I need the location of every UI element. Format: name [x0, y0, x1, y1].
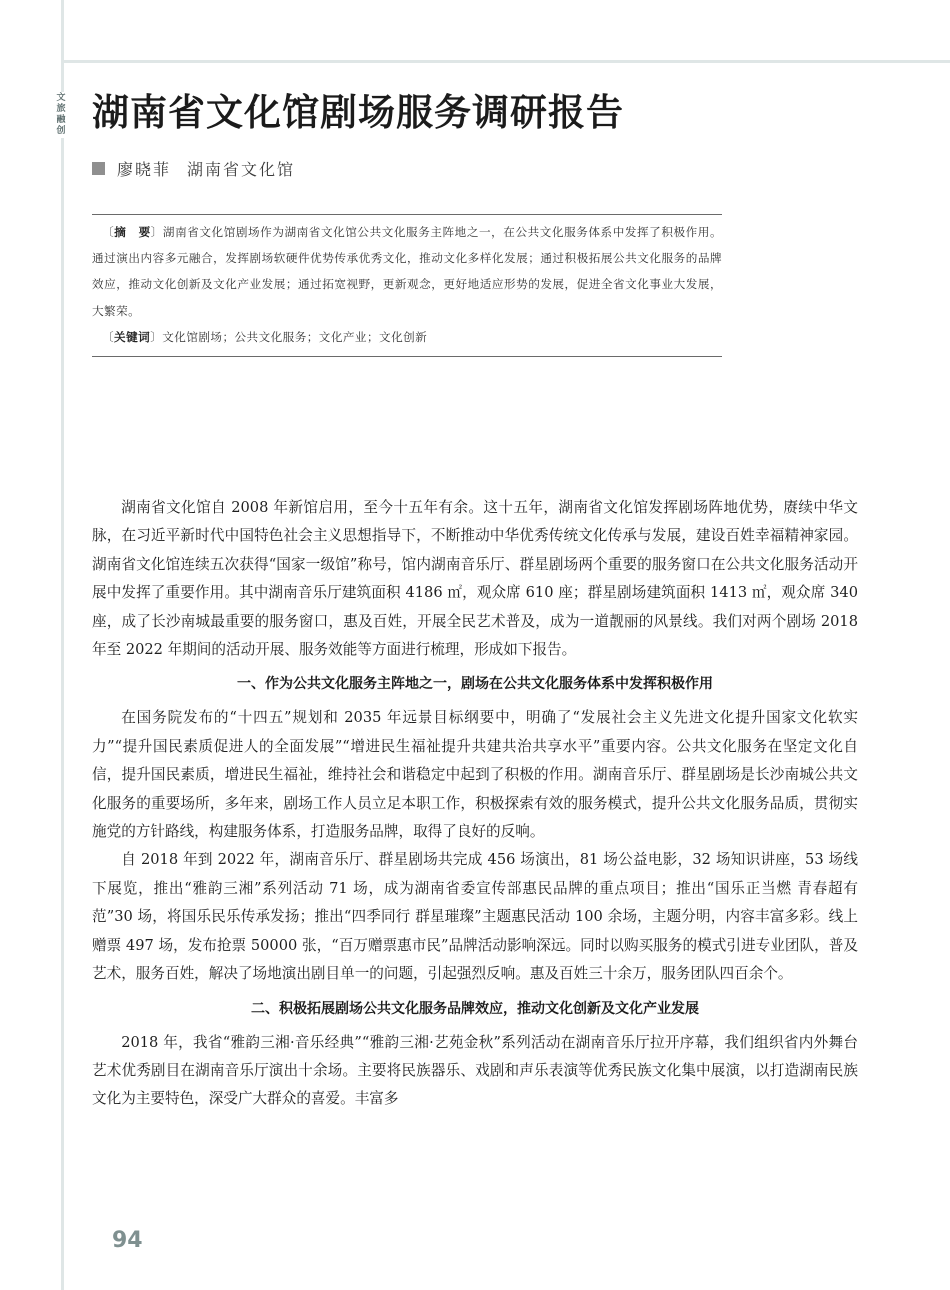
keywords-label-bracket-close: 〕	[150, 329, 163, 344]
body-paragraph-3: 2018 年，我省“雅韵三湘·音乐经典”“雅韵三湘·艺苑金秋”系列活动在湖南音乐厅拉开序幕，我们组织省内外舞台艺术优秀剧目在湖南音乐厅演出十余场。主要将民族器乐、戏剧和声乐表演等优秀民族文化集中展演，以打造湖南民族文化为主要特色，深受广大群众的喜爱。丰富多	[92, 1033, 858, 1108]
abstract-label: 摘 要	[114, 225, 151, 239]
keywords-label: 关键词	[114, 329, 151, 344]
article-body	[92, 494, 858, 1114]
section-heading-2: 二、积极拓展剧场公共文化服务品牌效应，推动文化创新及文化产业发展	[251, 1000, 699, 1017]
byline	[92, 155, 295, 181]
author-name: 廖晓菲	[117, 159, 172, 179]
intro-paragraph: 湖南省文化馆自 2008 年新馆启用，至今十五年有余。这十五年，湖南省文化馆发挥剧场阵地优势，赓续中华文脉，在习近平新时代中国特色社会主义思想指导下，不断推动中华优秀传统文化传承与发展，建设百姓幸福精神家园。湖南省文化馆连续五次获得“国家一级馆”称号，馆内湖南音乐厅、群星剧场两个重要的服务窗口在公共文化服务活动开展中发挥了重要作用。其中湖南音乐厅建筑面积 4186 ㎡，观众席 610 座；群星剧场建筑面积 1413 ㎡，观众席 340 座，成了长沙南城最重要的服务窗口，惠及百姓，开展全民艺术普及，成为一道靓丽的风景线。我们对两个剧场 2018 年至 2022 年期间的活动开展、服务效能等方面进行梳理，形成如下报告。	[92, 499, 858, 659]
section-heading-1: 一、作为公共文化服务主阵地之一，剧场在公共文化服务体系中发挥积极作用	[237, 676, 713, 693]
body-paragraph-2: 自 2018 年到 2022 年，湖南音乐厅、群星剧场共完成 456 场演出，81 场公益电影，32 场知识讲座，53 场线下展览，推出“雅韵三湘”系列活动 71 场，成为湖南省委宣传部惠民品牌的重点项目；推出“国乐正当燃 青春超有范”30 场，将国乐民乐传承发扬；推出“四季同行 群星璀璨”主题惠民活动 100 余场，主题分明，内容丰富多彩。线上赠票 497 场，发布抢票 50000 张，“百万赠票惠市民”品牌活动影响深远。同时以购买服务的模式引进专业团队，普及艺术，服务百姓，解决了场地演出剧目单一的问题，引起强烈反响。惠及百姓三十余万，服务团队四百余个。	[92, 851, 858, 983]
keywords-label-bracket-open: 〔	[102, 329, 115, 344]
page-number: 94	[112, 1228, 143, 1253]
abstract-label-bracket-open: 〔	[102, 225, 115, 239]
section-tab: 文旅融创	[54, 92, 68, 138]
abstract-label-bracket-close: 〕	[150, 225, 163, 239]
margin-rule-horizontal	[61, 60, 950, 63]
keywords-text: 文化馆剧场；公共文化服务；文化产业；文化创新	[162, 329, 428, 344]
article-title: 湖南省文化馆剧场服务调研报告	[92, 90, 624, 134]
square-bullet-icon	[92, 162, 105, 175]
abstract	[92, 219, 722, 324]
author-affiliation: 湖南省文化馆	[187, 159, 296, 179]
abstract-box	[92, 214, 722, 357]
margin-rule-vertical	[61, 0, 64, 1290]
keywords	[92, 324, 722, 350]
abstract-text: 湖南省文化馆剧场作为湖南省文化馆公共文化服务主阵地之一，在公共文化服务体系中发挥了积极作用。通过演出内容多元融合，发挥剧场软硬件优势传承优秀文化，推动文化多样化发展；通过积极拓展公共文化服务的品牌效应，推动文化创新及文化产业发展；通过拓宽视野，更新观念，更好地适应形势的发展，促进全省文化事业大发展，大繁荣。	[92, 225, 722, 318]
body-paragraph-1: 在国务院发布的“十四五”规划和 2035 年远景目标纲要中，明确了“发展社会主义先进文化提升国家文化软实力”“提升国民素质促进人的全面发展”“增进民生福祉提升共建共治共享水平”重要内容。公共文化服务在坚定文化自信，提升国民素质，增进民生福祉，维持社会和谐稳定中起到了积极的作用。湖南音乐厅、群星剧场是长沙南城公共文化服务的重要场所，多年来，剧场工作人员立足本职工作，积极探索有效的服务模式，提升公共文化服务品质，贯彻实施党的方针路线，构建服务体系，打造服务品牌，取得了良好的反响。	[92, 709, 858, 841]
